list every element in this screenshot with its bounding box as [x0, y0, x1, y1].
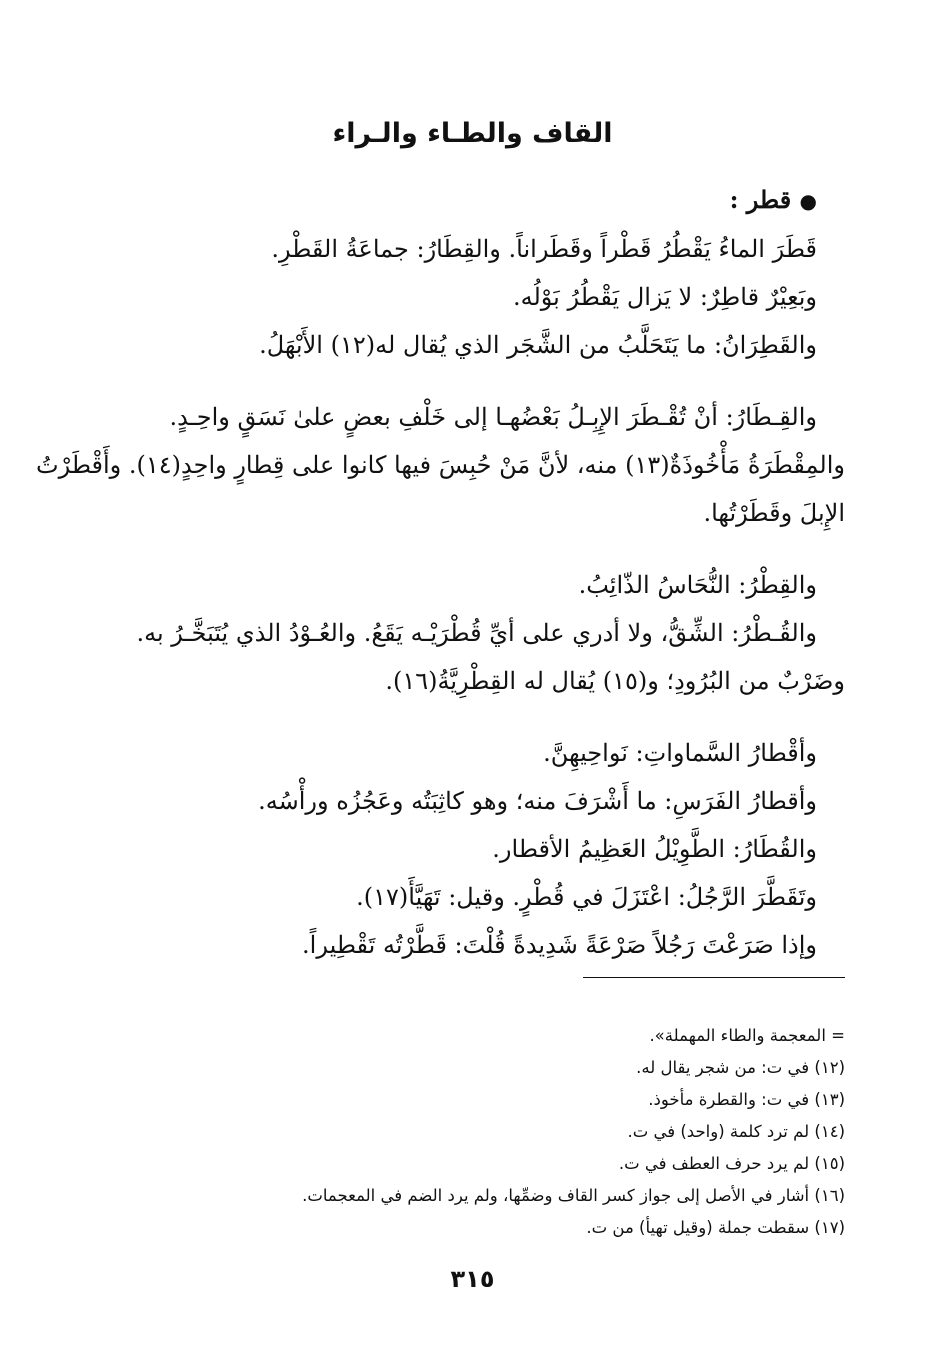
footnote: (١٤) لم ترد كلمة (واحد) في ت. [627, 1122, 845, 1141]
text-line: والقَطِرَانُ: ما يَتَحَلَّبُ من الشَّجَر الذي يُقال له(١٢) الأَبْهَلُ. [259, 331, 817, 359]
footnotes [225, 1020, 845, 1244]
text-line: وبَعِيْرٌ قاطِرٌ: لا يَزال يَقْطُرُ بَوْلُه. [512, 283, 817, 311]
text-line: وأقطارُ الفَرَسِ: ما أَشْرَفَ منه؛ وهو كاثِبَتُه وعَجُزُه ورأْسُه. [258, 787, 817, 815]
entry-heading [125, 176, 845, 225]
text-line: قَطَرَ الماءُ يَقْطُرُ قَطْراً وقَطَراناً. والقِطَارُ: جماعَةُ القَطْرِ. [271, 235, 817, 263]
footnote: (١٣) في ت: والقطرة مأخوذ. [648, 1090, 845, 1109]
paragraph-gap [125, 705, 845, 729]
text-line: والمِقْطَرَةُ مَأْخُوذَةٌ(١٣) منه، لأنَّ مَنْ حُبِسَ فيها كانوا على قِطارٍ واحِدٍ(١٤). وأَقْطَرْتُ [36, 451, 845, 479]
text-line: والقُـطْرُ: الشِّقُّ، ولا أدري على أيِّ قُطْرَيْـه يَقَعُ. والعُـوْدُ الذي يُتَبَخَّـرُ به. [136, 619, 817, 647]
text-line: وضَرْبٌ من البُرُودِ؛ و(١٥) يُقال له القِطْرِيَّةُ(١٦). [385, 667, 845, 695]
text-line: والقِـطَارُ: أنْ تُقْـطَرَ الإِبِـلُ بَعْضُهـا إلى خَلْفِ بعضٍ علىٰ نَسَقٍ واحِـدٍ. [169, 403, 817, 431]
paragraph-gap [125, 369, 845, 393]
entry-title: قطر : [729, 185, 792, 214]
page-number: ٣١٥ [450, 1265, 495, 1293]
footnote-divider [583, 977, 845, 978]
page-header: القاف والطـاء والـراء [332, 118, 613, 149]
footnote: = المعجمة والطاء المهملة». [649, 1026, 845, 1045]
text-line: وتَقَطَّرَ الرَّجُلُ: اعْتَزَلَ في قُطْرٍ. وقيل: تَهَيَّأَ(١٧). [356, 883, 817, 911]
bullet-icon: ● [799, 189, 817, 213]
text-line: الإِبلَ وقَطَرْتُها. [703, 499, 845, 527]
footnote: (١٥) لم يرد حرف العطف في ت. [618, 1154, 845, 1173]
footnote: (١٦) أشار في الأصل إلى جواز كسر القاف وضمِّها، ولم يرد الضم في المعجمات. [302, 1186, 845, 1205]
paragraph-gap [125, 537, 845, 561]
text-line: وإذا صَرَعْتَ رَجُلاً صَرْعَةً شَدِيدةً قُلْتَ: قَطَّرْتُه تَقْطِيراً. [302, 931, 817, 959]
text-line: والقُطَارُ: الطَّوِيْلُ العَظِيمُ الأقطار. [492, 835, 817, 863]
text-line: والقِطْرُ: النُّحَاسُ الذّائِبُ. [578, 571, 817, 599]
footnote: (١٧) سقطت جملة (وقيل تهيأ) من ت. [586, 1218, 845, 1237]
footnote: (١٢) في ت: من شجر يقال له. [636, 1058, 845, 1077]
text-line: وأقْطارُ السَّماواتِ: نَواحِيهِنَّ. [543, 739, 817, 767]
entry-body [36, 176, 845, 969]
